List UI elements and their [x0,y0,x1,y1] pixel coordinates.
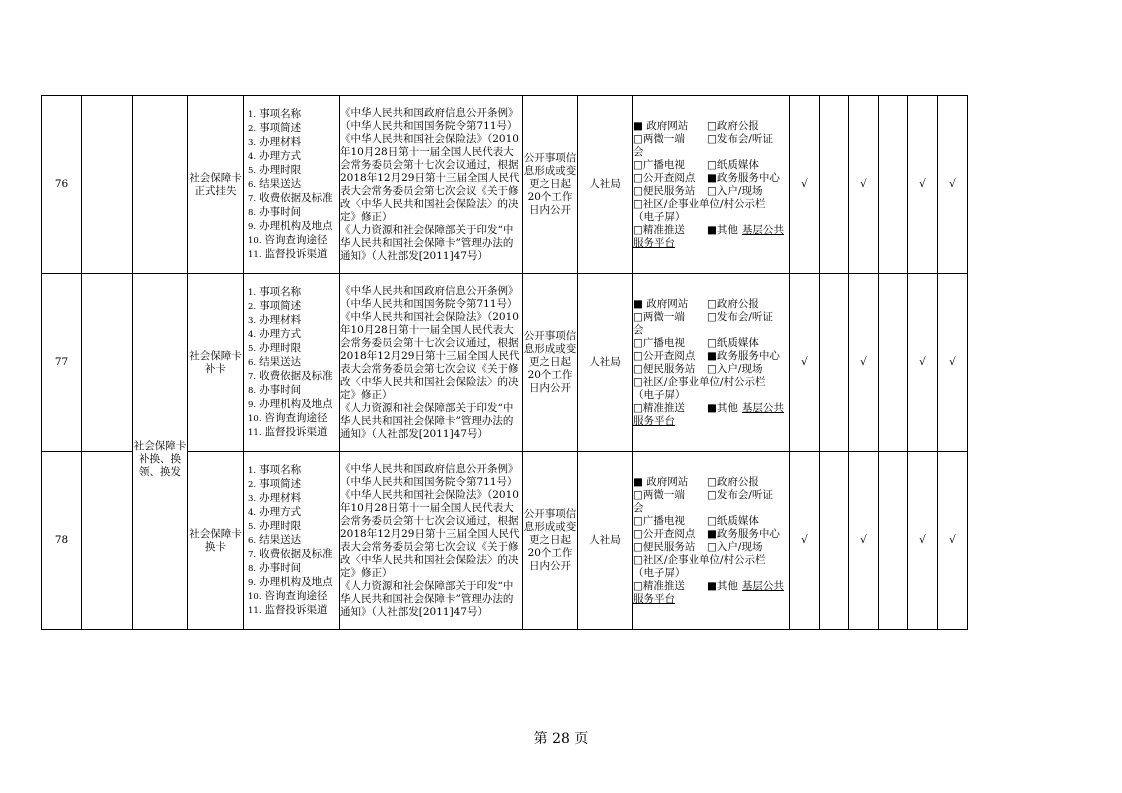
element-index: 5. [248,343,257,354]
channel-option: □两微一端 [633,132,685,145]
element-index: 1. [248,465,257,476]
channel-other-text: 基层公共 [741,223,784,236]
list-item [248,426,337,440]
channel-option: （电子屏） [633,388,686,401]
legal-basis [340,96,523,274]
basis-paragraph: 《中华人民共和国政府信息公开条例》（中华人民共和国国务院令第711号） [340,284,519,310]
element-index: 3. [248,137,257,148]
element-index: 10. [248,591,262,602]
element-text: 结果送达 [259,355,302,368]
blank-cell [82,452,133,630]
element-text: 办理材料 [259,135,302,148]
check-mark-cell: √ [938,96,968,274]
element-index: 8. [248,385,257,396]
element-index: 8. [248,207,257,218]
channel-line [633,159,789,172]
element-index: 11. [248,427,262,438]
channel-option: □便民服务站 [633,184,696,197]
list-item [248,150,337,164]
channel-other-text: 服务平台 [633,236,675,249]
list-item [248,286,337,300]
disclosure-channels [633,274,790,452]
channel-option: □精准推送 [633,579,685,592]
list-item [248,520,337,534]
channel-option: ■ 政府网站 [633,475,689,488]
list-item [248,412,337,426]
element-text: 事项名称 [259,463,302,476]
department: 人社局 [578,274,633,452]
element-index: 7. [248,371,257,382]
channel-line [633,298,789,311]
channel-option: □公开查阅点 [633,527,696,540]
channel-option: □纸质媒体 [707,514,759,527]
element-text: 监督投诉渠道 [264,247,328,260]
element-text: 事项简述 [259,477,302,490]
channel-line [633,376,789,389]
element-text: 监督投诉渠道 [264,603,328,616]
channel-option: ■其他 [707,223,738,236]
check-mark-cell [820,452,849,630]
channel-line [633,476,789,489]
channel-line [633,389,789,402]
group-blank [133,96,188,274]
element-index: 4. [248,329,257,340]
list-item [248,370,337,384]
channel-option: （电子屏） [633,566,686,579]
element-text: 办理方式 [259,149,302,162]
channel-line [633,133,789,146]
check-mark-cell: √ [849,96,879,274]
row-number: 76 [42,96,82,274]
list-item [248,534,337,548]
channel-option: ■政务服务中心 [707,527,780,540]
item-name: 社会保障卡换卡 [188,452,244,630]
channel-option: □政府公报 [707,297,759,310]
element-text: 办理机构及地点 [259,575,333,588]
check-mark-cell [879,96,908,274]
element-index: 7. [248,193,257,204]
item-name: 社会保障卡正式挂失 [188,96,244,274]
channel-line [633,198,789,211]
channel-option: □入户/现场 [707,184,763,197]
channel-option: □精准推送 [633,223,685,236]
element-index: 10. [248,235,262,246]
check-mark-cell [820,96,849,274]
basis-paragraph: 《中华人民共和国社会保险法》（2010年10月28日第十一届全国人民代表大会常务委员会第十七次会议通过，根据2018年12月29日第十三届全国人民代表大会常务委员会第七次会议《关于修改〈中华人民共和国社会保险法〉的决定》修正） [340,310,520,401]
list-item [248,590,337,604]
element-text: 咨询查询途径 [264,233,328,246]
check-mark-cell: √ [790,96,820,274]
list-item [248,178,337,192]
list-item [248,122,337,136]
element-index: 2. [248,123,257,134]
row-number: 77 [42,274,82,452]
list-item [248,248,337,262]
check-mark-cell [879,452,908,630]
check-mark-cell: √ [790,452,820,630]
channel-option: □发布会/听证 [707,488,773,501]
check-mark-cell: √ [849,274,879,452]
element-index: 5. [248,165,257,176]
basis-paragraph: 《中华人民共和国社会保险法》（2010年10月28日第十一届全国人民代表大会常务委员会第十七次会议通过，根据2018年12月29日第十三届全国人民代表大会常务委员会第七次会议《关于修改〈中华人民共和国社会保险法〉的决定》修正） [340,488,520,579]
channel-option: ■政务服务中心 [707,171,780,184]
list-item [248,164,337,178]
channel-line [633,120,789,133]
channel-option: □发布会/听证 [707,132,773,145]
check-mark-cell: √ [938,274,968,452]
blank-cell [82,274,133,452]
element-text: 办理材料 [259,313,302,326]
element-index: 1. [248,109,257,120]
element-index: 3. [248,315,257,326]
channel-option: ■其他 [707,579,738,592]
element-text: 办理时限 [259,519,302,532]
channel-option: □两微一端 [633,488,685,501]
list-item [248,576,337,590]
legal-basis [340,274,523,452]
list-item [248,384,337,398]
channel-line [633,541,789,554]
channel-option: ■其他 [707,401,738,414]
channel-option: □入户/现场 [707,362,763,375]
channel-line [633,172,789,185]
channel-option: □政府公报 [707,475,759,488]
channel-line [633,224,789,237]
element-index: 5. [248,521,257,532]
element-text: 办理方式 [259,327,302,340]
legal-basis [340,452,523,630]
list-item [248,356,337,370]
element-index: 9. [248,399,257,410]
list-item [248,492,337,506]
channel-option: 会 [633,501,644,514]
list-item [248,136,337,150]
basis-paragraph: 《人力资源和社会保障部关于印发“中华人民共和国社会保障卡”管理办法的通知》（人社部发[2011]47号） [340,579,514,618]
element-text: 办理时限 [259,163,302,176]
channel-option: □入户/现场 [707,540,763,553]
department: 人社局 [578,452,633,630]
channel-option: （电子屏） [633,210,686,223]
channel-line [633,554,789,567]
element-text: 事项名称 [259,285,302,298]
element-index: 11. [248,605,262,616]
channel-line [633,237,789,250]
element-text: 办理机构及地点 [259,397,333,410]
element-text: 办事时间 [259,383,302,396]
element-text: 事项简述 [259,121,302,134]
element-text: 收费依据及标准 [259,547,333,560]
element-text: 收费依据及标准 [259,369,333,382]
element-index: 8. [248,563,257,574]
element-index: 7. [248,549,257,560]
channel-line [633,528,789,541]
basis-paragraph: 《人力资源和社会保障部关于印发“中华人民共和国社会保障卡”管理办法的通知》（人社部发[2011]47号） [340,223,514,262]
channel-option: □政府公报 [707,119,759,132]
list-item [248,206,337,220]
element-text: 咨询查询途径 [264,411,328,424]
disclosure-elements [244,96,340,274]
element-text: 办事时间 [259,561,302,574]
channel-line [633,350,789,363]
disclosure-elements [244,274,340,452]
channel-option: ■ 政府网站 [633,119,689,132]
list-item [248,342,337,356]
channel-option: □广播电视 [633,514,685,527]
channel-option: □公开查阅点 [633,349,696,362]
channel-line [633,324,789,337]
list-item [248,192,337,206]
element-index: 1. [248,287,257,298]
channel-line [633,515,789,528]
element-text: 办事时间 [259,205,302,218]
channel-line [633,502,789,515]
channel-other-text: 服务平台 [633,414,675,427]
channel-option: □便民服务站 [633,540,696,553]
basis-paragraph: 《中华人民共和国政府信息公开条例》（中华人民共和国国务院令第711号） [340,106,519,132]
list-item [248,234,337,248]
group-label: 社会保障卡补换、换领、换发 [133,274,188,630]
channel-option: □社区/企事业单位/村公示栏 [633,553,766,566]
channel-line [633,337,789,350]
disclosure-time: 公开事项信息形成或变更之日起20个工作日内公开 [523,96,578,274]
disclosure-channels [633,96,790,274]
element-index: 9. [248,577,257,588]
element-text: 办理时限 [259,341,302,354]
check-mark-cell: √ [790,274,820,452]
element-index: 4. [248,507,257,518]
element-index: 2. [248,479,257,490]
channel-line [633,593,789,606]
list-item [248,220,337,234]
element-index: 4. [248,151,257,162]
element-text: 结果送达 [259,533,302,546]
channel-option: □精准推送 [633,401,685,414]
element-index: 9. [248,221,257,232]
check-mark-cell: √ [908,274,938,452]
list-item [248,562,337,576]
channel-option: □两微一端 [633,310,685,323]
channel-option: □发布会/听证 [707,310,773,323]
element-text: 办理材料 [259,491,302,504]
check-mark-cell: √ [938,452,968,630]
element-text: 监督投诉渠道 [264,425,328,438]
channel-line [633,363,789,376]
element-index: 6. [248,357,257,368]
element-text: 办理方式 [259,505,302,518]
channel-option: 会 [633,323,644,336]
element-index: 2. [248,301,257,312]
item-name: 社会保障卡补卡 [188,274,244,452]
disclosure-channels [633,452,790,630]
department: 人社局 [578,96,633,274]
channel-option: 会 [633,145,644,158]
element-index: 10. [248,413,262,424]
element-text: 事项名称 [259,107,302,120]
channel-line [633,211,789,224]
element-index: 6. [248,179,257,190]
list-item [248,548,337,562]
channel-option: □社区/企事业单位/村公示栏 [633,375,766,388]
disclosure-time: 公开事项信息形成或变更之日起20个工作日内公开 [523,452,578,630]
list-item [248,604,337,618]
list-item [248,300,337,314]
list-item [248,328,337,342]
table-row [42,274,968,452]
basis-paragraph: 《中华人民共和国政府信息公开条例》（中华人民共和国国务院令第711号） [340,462,519,488]
list-item [248,314,337,328]
element-text: 咨询查询途径 [264,589,328,602]
element-index: 11. [248,249,262,260]
element-index: 6. [248,535,257,546]
blank-cell [82,96,133,274]
channel-other-text: 基层公共 [741,579,784,592]
channel-option: □纸质媒体 [707,336,759,349]
channel-line [633,567,789,580]
basis-paragraph: 《中华人民共和国社会保险法》（2010年10月28日第十一届全国人民代表大会常务委员会第十七次会议通过，根据2018年12月29日第十三届全国人民代表大会常务委员会第七次会议《关于修改〈中华人民共和国社会保险法〉的决定》修正） [340,132,520,223]
channel-line [633,415,789,428]
page-number: 第 28 页 [533,731,589,747]
list-item [248,478,337,492]
disclosure-time: 公开事项信息形成或变更之日起20个工作日内公开 [523,274,578,452]
channel-option: □公开查阅点 [633,171,696,184]
list-item [248,398,337,412]
element-text: 结果送达 [259,177,302,190]
channel-line [633,489,789,502]
element-index: 3. [248,493,257,504]
list-item [248,464,337,478]
channel-option: □广播电视 [633,336,685,349]
channel-option: □社区/企事业单位/村公示栏 [633,197,766,210]
table-row [42,96,968,274]
check-mark-cell: √ [849,452,879,630]
channel-line [633,146,789,159]
channel-line [633,311,789,324]
element-text: 办理机构及地点 [259,219,333,232]
check-mark-cell: √ [908,96,938,274]
channel-other-text: 基层公共 [741,401,784,414]
channel-option: □广播电视 [633,158,685,171]
element-text: 收费依据及标准 [259,191,333,204]
channel-option: □便民服务站 [633,362,696,375]
list-item [248,108,337,122]
list-item [248,506,337,520]
channel-line [633,580,789,593]
channel-option: ■ 政府网站 [633,297,689,310]
basis-paragraph: 《人力资源和社会保障部关于印发“中华人民共和国社会保障卡”管理办法的通知》（人社部发[2011]47号） [340,401,514,440]
channel-line [633,185,789,198]
channel-line [633,402,789,415]
channel-option: □纸质媒体 [707,158,759,171]
check-mark-cell [820,274,849,452]
channel-other-text: 服务平台 [633,592,675,605]
channel-option: ■政务服务中心 [707,349,780,362]
disclosure-elements [244,452,340,630]
check-mark-cell: √ [908,452,938,630]
row-number: 78 [42,452,82,630]
disclosure-table [41,95,968,630]
element-text: 事项简述 [259,299,302,312]
check-mark-cell [879,274,908,452]
